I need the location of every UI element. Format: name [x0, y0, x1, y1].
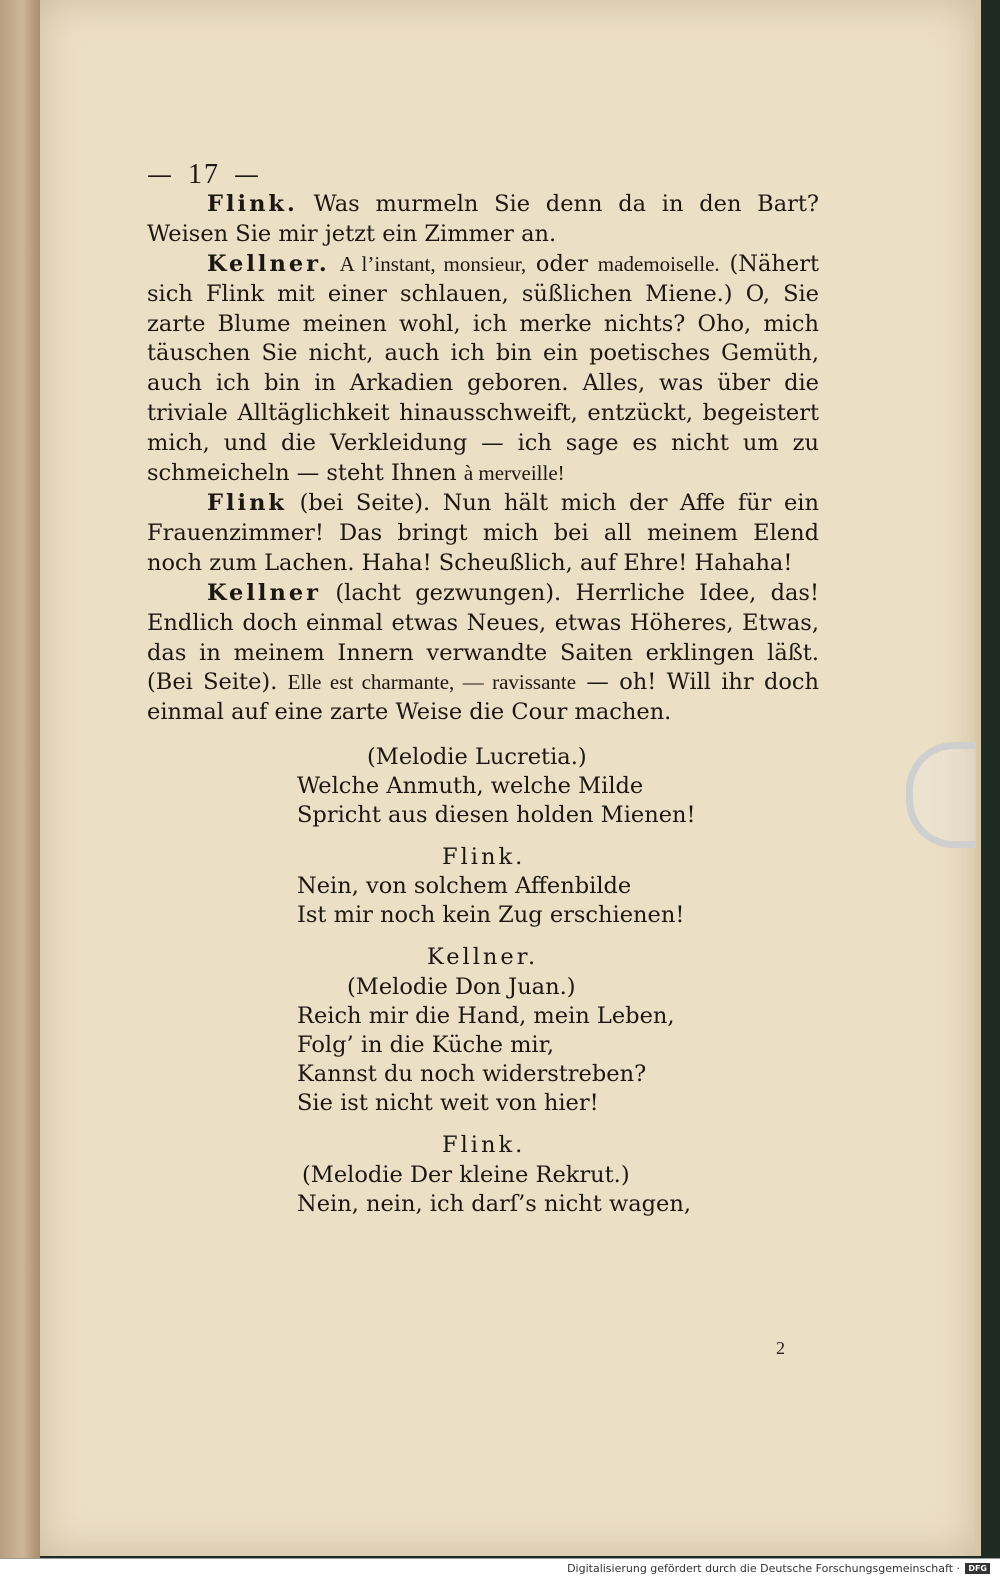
- verse-line: Kannst du noch widerstreben?: [297, 1061, 647, 1088]
- verse-line: Folg’ in die Küche mir,: [297, 1032, 555, 1059]
- book-left-edge: [0, 0, 40, 1558]
- melody-note: (Melodie Don Juan.): [347, 974, 576, 1001]
- french-phrase-1: A l’instant, monsieur,: [339, 251, 527, 276]
- paragraph-2-text-1: oder: [526, 250, 598, 277]
- verse-line: Ist mir noch kein Zug erschienen!: [297, 902, 685, 929]
- paragraph-3: [147, 489, 819, 579]
- melody-note: (Melodie Lucretia.): [367, 744, 587, 771]
- speaker-heading: Flink.: [442, 844, 526, 871]
- page-text: [147, 160, 819, 1219]
- paragraph-4-text-1: (lacht gezwungen). Herrliche Idee, das! Endlich doch einmal etwas Neues, etwas Höheres, Etwas, das in meinem Innern verwandte Saiten erklingen läßt. (Bei Seite).: [147, 579, 819, 696]
- french-phrase-3: à merveille!: [463, 461, 565, 486]
- french-phrase-2: mademoiselle.: [597, 251, 720, 276]
- page-number: — 17 —: [147, 159, 261, 190]
- paragraph-4: [147, 579, 819, 729]
- verse-line: Reich mir die Hand, mein Leben,: [297, 1003, 675, 1030]
- speaker-kellner: Kellner: [207, 579, 321, 606]
- dfg-logo: DFG: [965, 1563, 990, 1574]
- speaker-flink: Flink: [207, 489, 288, 516]
- page-number-value: 17: [188, 159, 220, 190]
- french-phrase-4: Elle est charmante, — ravissante: [287, 670, 577, 695]
- verse-line: Nein, nein, ich darſ’s nicht wagen,: [297, 1191, 691, 1218]
- paragraph-2: [147, 250, 819, 489]
- melody-note: (Melodie Der kleine Rekrut.): [302, 1162, 630, 1189]
- paragraph-1: [147, 190, 819, 250]
- paragraph-1-text: Was murmeln Sie denn da in den Bart? Weisen Sie mir jetzt ein Zimmer an.: [147, 190, 819, 247]
- paragraph-3-text: (bei Seite). Nun hält mich der Affe für ein Frauenzimmer! Das bringt mich bei all meinem Elend noch zum Lachen. Haha! Scheußlich, auf Ehre! Hahaha!: [147, 489, 819, 576]
- paragraph-4-text-2: — oh! Will ihr doch einmal auf eine zarte Weise die Cour machen.: [147, 669, 820, 726]
- verse-block: [297, 742, 819, 1219]
- verse-line: Sie ist nicht weit von hier!: [297, 1090, 599, 1117]
- speaker-heading: Kellner.: [427, 944, 539, 971]
- signature-mark: 2: [776, 1338, 785, 1358]
- speaker-flink: Flink.: [207, 190, 298, 217]
- verse-line: Spricht aus diesen holden Mienen!: [297, 802, 696, 829]
- speaker-kellner: Kellner.: [207, 250, 330, 277]
- footer-bar: [0, 1558, 1000, 1582]
- paragraph-2-text-2: (Nähert sich Flink mit einer schlauen, süßlichen Miene.) O, Sie zarte Blume meinen wohl, ich merke nichts? Oho, mich täuschen Sie nicht, auch ich bin ein poetisches Gemüth, auch ich bin in Arkadien geboren. Alles, was über die triviale Alltäglichkeit hinausschweift, entzückt, begeistert mich, und die Verkleidung — ich sage es nicht um zu schmeicheln — steht Ihnen: [147, 250, 819, 487]
- verse-line: Nein, von solchem Affenbilde: [297, 873, 632, 900]
- footer-credit: Digitalisierung gefördert durch die Deutsche Forschungsgemeinschaft ·: [567, 1562, 960, 1575]
- verse-line: Welche Anmuth, welche Milde: [297, 773, 644, 800]
- speaker-heading: Flink.: [442, 1132, 526, 1159]
